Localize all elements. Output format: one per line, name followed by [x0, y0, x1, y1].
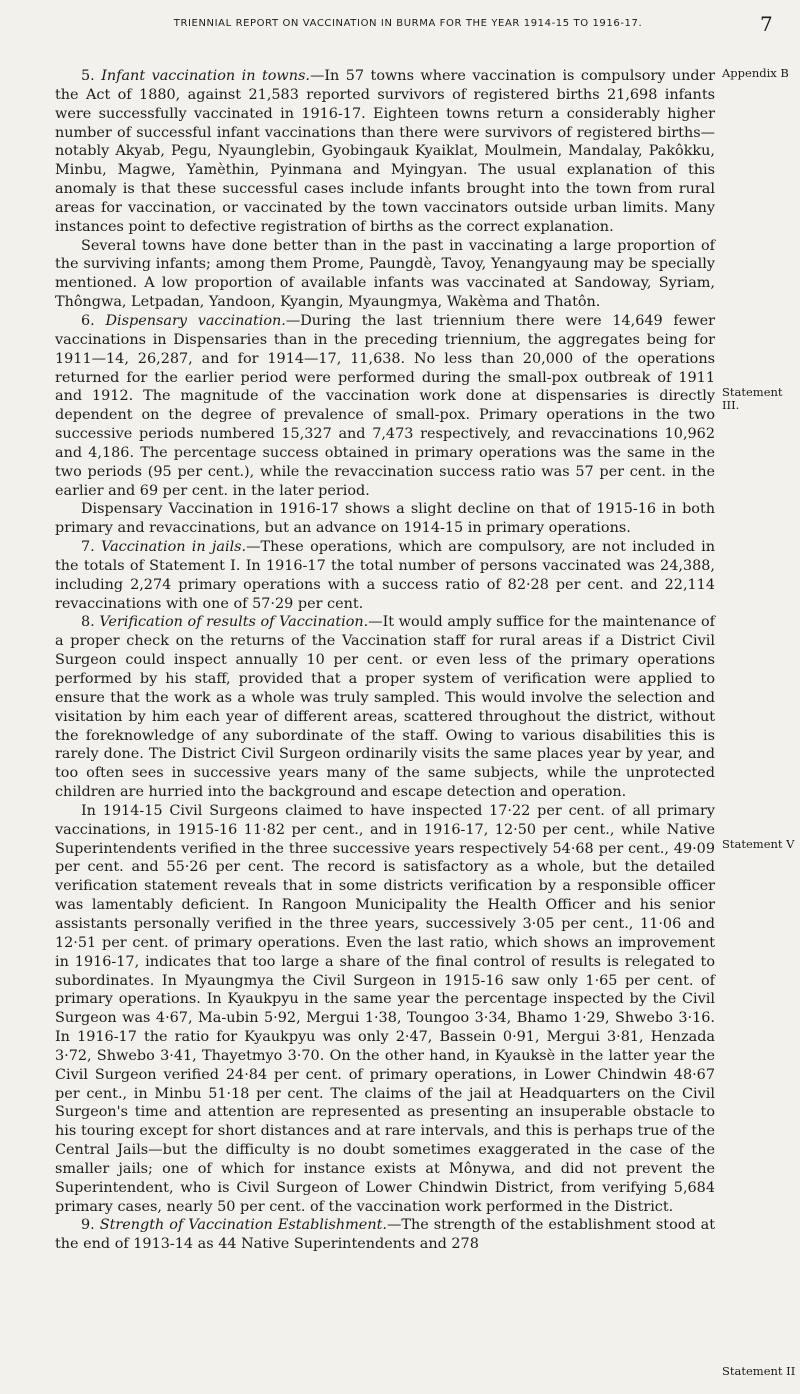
paragraph-7 — [55, 538, 715, 613]
paragraph-text: In 1914-15 Civil Surgeons claimed to have inspected 17·22 per cent. of all primary vaccinations, in 1915-16 11·82 per cent., and in 1916-17, 12·50 per cent., while Native Superintendents verified in the three successive years respectively 54·68 per cent., 49·09 per cent. and 55·26 per cent. The record is satisfactory as a whole, but the detailed verification statement reveals that in some districts verification by a responsible officer was lamentably deficient. In Rangoon Municipality the Health Officer and his senior assistants personally verified in the three years, successively 3·05 per cent., 11·06 and 12·51 per cent. of primary operations. Even the last ratio, which shows an improvement in 1916-17, indicates that too large a share of the final control of results is relegated to subordinates. In Myaungmya the Civil Surgeon in 1915-16 saw only 1·65 per cent. of primary operations. In Kyaukpyu in the same year the percentage inspected by the Civil Surgeon was 4·67, Ma-ubin 5·92, Mergui 1·38, Toungoo 3·34, Bhamo 1·29, Shwebo 3·16. In 1916-17 the ratio for Kyaukpyu was only 2·47, Bassein 0·91, Mergui 3·81, Henzada 3·72, Shwebo 3·41, Thayetmyo 3·70. On the other hand, in Kyauksè in the latter year the Civil Surgeon verified 24·84 per cent. of primary operations, in Lower Chindwin 48·67 per cent., in Minbu 51·18 per cent. The claims of the jail at Headquarters on the Civil Surgeon's time and attention are represented as presenting an insuperable obstacle to his touring except for short distances and at rare intervals, and this is perhaps true of the Central Jails—but the difficulty is no doubt sometimes exaggerated in the case of the smaller jails; one of which for instance exists at Mônywa, and did not prevent the Superintendent, who is Civil Surgeon of Lower Chindwin District, from verifying 5,684 primary cases, nearly 50 per cent. of the vaccination work performed in the District. — [55, 802, 715, 1215]
paragraph-text: Dispensary Vaccination in 1916-17 shows a slight decline on that of 1915-16 in both primary and revaccinations, but an advance on 1914-15 in primary operations. — [55, 501, 715, 537]
margin-note-statement-v: Statement V — [722, 837, 795, 851]
margin-note-statement-ii: Statement II — [722, 1364, 796, 1378]
paragraph-text: —It would amply suffice for the maintenance of a proper check on the returns of the Vaccination staff for rural areas if a District Civil Surgeon could inspect annually 10 per cent. or even less of the primary operations performed by his staff, provided that a proper system of verification were applied to ensure that the work as a whole was truly sampled. This would involve the selection and visitation by him each year of different areas, scattered throughout the district, without the foreknowledge of any subordinate of the staff. Owing to various disabilities this is rarely done. The District Civil Surgeon ordinarily visits the same places year by year, and too often sees in successive years many of the same subjects, while the unprotected children are hurried into the background and escape detection and operation. — [55, 614, 715, 801]
paragraph-text: Several towns have done better than in the past in vaccinating a large proportion of the surviving infants; among them Prome, Paungdè, Tavoy, Yenangyaung may be specially mentioned. A low proportion of available infants was vaccinated at Sandoway, Syriam, Thôngwa, Letpadan, Yandoon, Kyangin, Myaungmya, Wakèma and Thatôn. — [55, 237, 715, 311]
paragraph-text: —The strength of the establishment stood at the end of 1913-14 as 44 Native Superintendents and 278 — [55, 1217, 715, 1253]
paragraph-8-continued — [55, 802, 715, 1217]
margin-note-statement-iii: Statement III. — [722, 385, 783, 412]
paragraph-8 — [55, 613, 715, 801]
paragraph-number: 9. — [81, 1217, 95, 1234]
report-body — [55, 67, 715, 1254]
paragraph-5 — [55, 67, 715, 237]
paragraph-number: 7. — [81, 539, 95, 556]
paragraph-9 — [55, 1216, 715, 1254]
paragraph-5-continued — [55, 237, 715, 312]
paragraph-heading: Strength of Vaccination Establishment. — [99, 1217, 387, 1234]
paragraph-number: 8. — [81, 614, 95, 631]
paragraph-heading: Dispensary vaccination. — [105, 312, 286, 329]
paragraph-6-continued — [55, 500, 715, 538]
paragraph-heading: Verification of results of Vaccination. — [99, 614, 369, 631]
paragraph-number: 6. — [81, 312, 95, 329]
running-header: TRIENNIAL REPORT ON VACCINATION IN BURMA FOR THE YEAR 1914-15 TO 1916-17. — [173, 18, 643, 29]
paragraph-text: —During the last triennium there were 14,649 fewer vaccinations in Dispensaries than in the preceding triennium, the aggregates being for 1911—14, 26,287, and for 1914—17, 11,638. No less than 20,000 of the operations returned for the earlier period were performed during the small-pox outbreak of 1911 and 1912. The magnitude of the vaccination work done at dispensaries is directly dependent on the degree of prevalence of small-pox. Primary operations in the two successive periods numbered 15,327 and 7,473 respectively, and revaccinations 10,962 and 4,186. The percentage success obtained in primary operations was the same in the two periods (95 per cent.), while the revaccination success ratio was 57 per cent. in the earlier and 69 per cent. in the later period. — [55, 312, 715, 499]
paragraph-heading: Vaccination in jails. — [101, 539, 247, 556]
margin-note-appendix-b: Appendix B — [722, 66, 789, 80]
page-number: 7 — [760, 12, 773, 36]
paragraph-number: 5. — [81, 68, 95, 84]
paragraph-heading: Infant vaccination in towns. — [101, 68, 310, 84]
paragraph-text: —These operations, which are compulsory, are not included in the totals of Statement I. In 1916-17 the total number of persons vaccinated was 24,388, including 2,274 primary operations with a success ratio of 82·28 per cent. and 22,114 revaccinations with one of 57·29 per cent. — [55, 539, 715, 612]
paragraph-6 — [55, 312, 715, 500]
paragraph-text: —In 57 towns where vaccination is compulsory under the Act of 1880, against 21,583 reported survivors of registered births 21,698 infants were successfully vaccinated in 1916-17. Eighteen towns return a considerably higher number of successful infant vaccinations than there were survivors of registered births—notably Akyab, Pegu, Nyaunglebin, Gyobingauk Kyaiklat, Moulmein, Mandalay, Pakôkku, Minbu, Magwe, Yamèthin, Pyinmana and Myingyan. The usual explanation of this anomaly is that these successful cases include infants brought into the town from rural areas for vaccination, or vaccinated by the town vaccinators outside urban limits. Many instances point to defective registration of births as the correct explanation. — [55, 68, 716, 235]
